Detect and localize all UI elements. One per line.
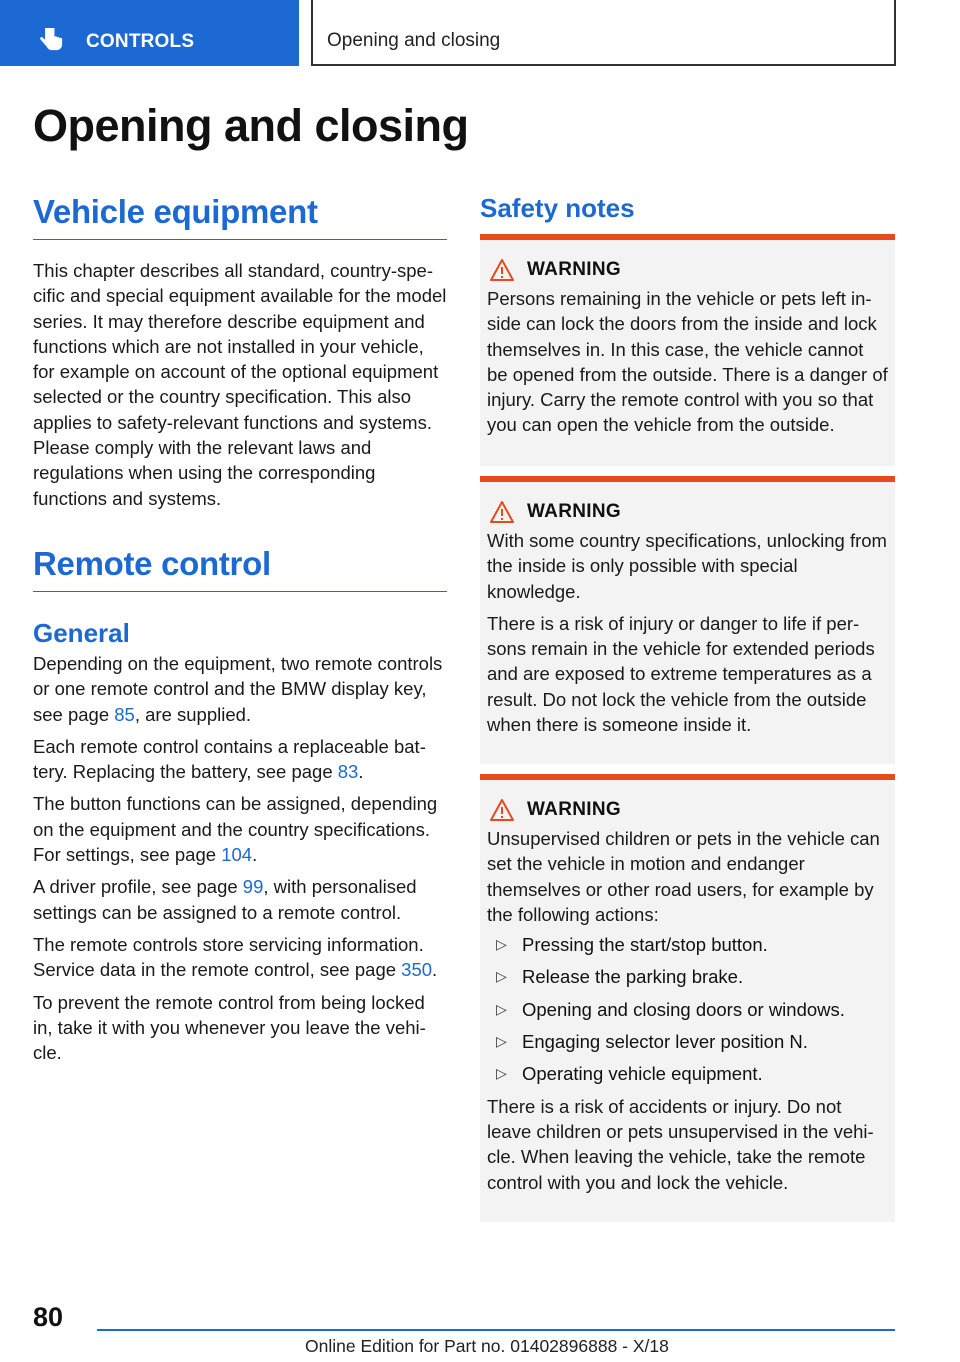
list-item: ▷ Release the parking brake. xyxy=(487,964,888,989)
warning-triangle-icon xyxy=(489,258,515,282)
warning-3-outro: There is a risk of accidents or injury. Do not leave children or pets unsupervised in the vehicle. When leaving the vehicle, take the remote control with you and lock the vehicle. xyxy=(487,1095,874,1193)
general-heading: General xyxy=(33,618,130,648)
list-item: ▷ Engaging selector lever position N. xyxy=(487,1029,888,1054)
vehicle-equipment-section xyxy=(33,193,447,511)
section-label: CONTROLS xyxy=(86,31,195,52)
warning-box-2 xyxy=(480,476,895,764)
list-item: ▷ Pressing the start/stop button. xyxy=(487,932,888,957)
remote-paragraph-3: The button functions can be assigned, depending on the equipment and the country specifications. For settings, see page 104. xyxy=(33,793,438,866)
warning-label: WARNING xyxy=(527,501,621,522)
page-link-104[interactable]: 104 xyxy=(221,844,253,866)
section-tab xyxy=(0,0,299,66)
remote-paragraph-1: Depending on the equipment, two remote controls or one remote control and the BMW display key, see page 85, are supplied. xyxy=(33,653,443,725)
bullet-triangle-icon: ▷ xyxy=(496,936,507,953)
page-link-350[interactable]: 350 xyxy=(401,959,433,981)
page-number: 80 xyxy=(33,1302,64,1332)
warning-box-3 xyxy=(480,774,895,1222)
remote-control-heading: Remote control xyxy=(33,545,447,592)
chapter-label: Opening and closing xyxy=(327,30,501,51)
remote-paragraph-2: Each remote control contains a replaceable battery. Replacing the battery, see page 83. xyxy=(33,735,426,783)
hand-pointer-icon xyxy=(38,28,66,54)
edition-text: Online Edition for Part no. 01402896888 - X/18 xyxy=(305,1336,669,1356)
list-item: ▷ Opening and closing doors or windows. xyxy=(487,997,888,1022)
page-link-85[interactable]: 85 xyxy=(114,703,135,725)
vehicle-equipment-heading: Vehicle equipment xyxy=(33,193,447,240)
remote-paragraph-4: A driver profile, see page 99, with personalised settings can be assigned to a remote control. xyxy=(33,876,417,923)
warning-triangle-icon xyxy=(489,500,515,524)
safety-notes-section xyxy=(480,193,895,224)
page-link-99[interactable]: 99 xyxy=(242,876,264,898)
bullet-triangle-icon: ▷ xyxy=(496,1065,507,1082)
bullet-triangle-icon: ▷ xyxy=(496,1000,507,1017)
vehicle-equipment-text: This chapter describes all standard, country-specific and special equipment available for the model series. It may therefore describe equipment and functions which are not installed in your vehicle, for example on account of the optional equipment selected or the country specification. This also applies to safety-relevant functions and systems. Please comply with the relevant laws and regulations when using the corresponding functions and systems. xyxy=(33,260,447,509)
page-title: Opening and closing xyxy=(33,100,469,151)
remote-control-section xyxy=(33,545,447,1065)
remote-paragraph-5: The remote controls store servicing information. Service data in the remote control, see page 350. xyxy=(33,933,438,981)
bullet-triangle-icon: ▷ xyxy=(496,968,507,985)
remote-paragraph-6: To prevent the remote control from being locked in, take it with you whenever you leave the vehicle. xyxy=(33,991,426,1064)
warning-1-text: Persons remaining in the vehicle or pets left inside can lock the doors from the inside and lock themselves in. In this case, the vehicle cannot be opened from the outside. There is a danger of injury. Carry the remote control with you so that you can open the vehicle from the outside. xyxy=(487,288,888,436)
warning-2-text-1: With some country specifications, unlocking from the inside is only possible with special knowledge. xyxy=(487,530,887,602)
warning-label: WARNING xyxy=(527,259,621,280)
footer-divider xyxy=(97,1329,895,1331)
page-link-83[interactable]: 83 xyxy=(337,761,359,783)
chapter-header xyxy=(311,0,896,66)
action-list xyxy=(487,932,888,1086)
warning-2-text-2: There is a risk of injury or danger to life if persons remain in the vehicle for extended periods and are exposed to extreme temperatures as a result. Do not lock the vehicle from the outside when there is someone inside it. xyxy=(487,612,875,736)
bullet-triangle-icon: ▷ xyxy=(496,1033,507,1050)
warning-label: WARNING xyxy=(527,799,621,820)
safety-notes-heading: Safety notes xyxy=(480,193,635,223)
warning-3-intro: Unsupervised children or pets in the vehicle can set the vehicle in motion and endanger themselves or other road users, for example by the following actions: xyxy=(487,828,880,925)
warning-box-1 xyxy=(480,234,895,466)
warning-triangle-icon xyxy=(489,798,515,822)
list-item: ▷ Operating vehicle equipment. xyxy=(487,1061,888,1086)
